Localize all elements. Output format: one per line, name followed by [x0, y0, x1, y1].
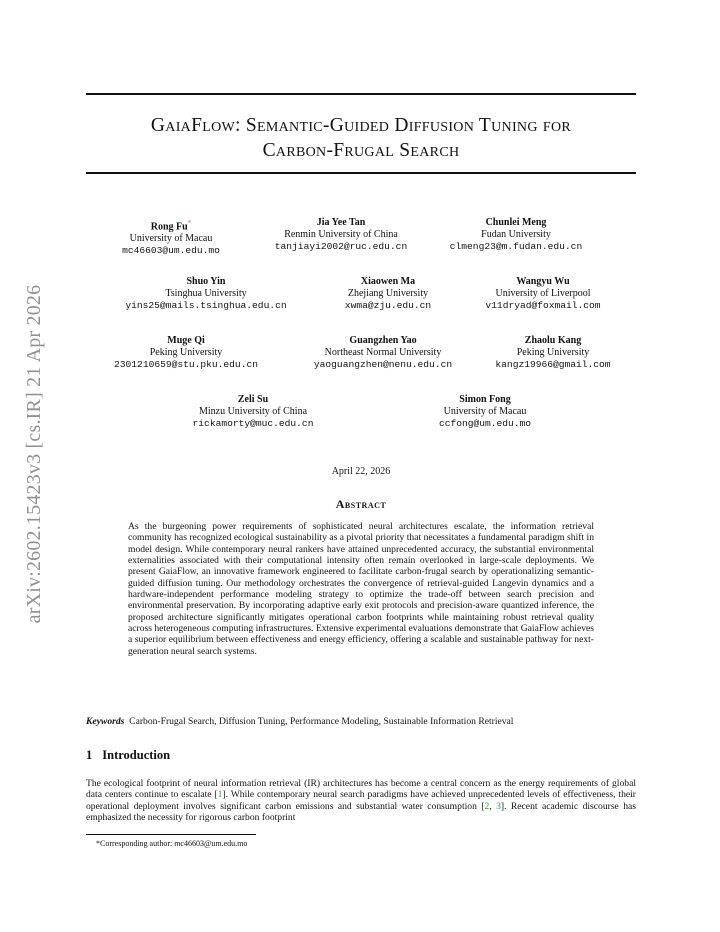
author-name: Simon Fong	[459, 394, 511, 405]
author-name: Rong Fu*	[150, 219, 192, 233]
author-email[interactable]: rickamorty@muc.edu.cn	[192, 418, 314, 429]
author-email[interactable]: 2301210659@stu.pku.edu.cn	[114, 359, 258, 370]
author-email[interactable]: clmeng23@m.fudan.edu.cn	[449, 241, 583, 252]
arxiv-sidebar	[22, 264, 46, 644]
citation-link[interactable]: 3	[496, 800, 501, 812]
author-block	[466, 335, 640, 371]
title-line-2: Carbon-Frugal Search	[262, 140, 460, 161]
author-name: Jia Yee Tan	[316, 217, 366, 228]
corresponding-mark: *	[187, 219, 192, 227]
section-heading	[86, 748, 170, 763]
section-title: Introduction	[102, 748, 171, 762]
author-name: Zhaolu Kang	[524, 335, 582, 346]
author-affiliation: Renmin University of China	[284, 229, 398, 240]
author-block	[456, 276, 630, 312]
author-affiliation: Tsinghua University	[165, 288, 247, 299]
keywords-label: Keywords	[86, 716, 125, 727]
author-name: Xiaowen Ma	[360, 276, 416, 287]
author-block	[246, 217, 436, 253]
author-block	[400, 394, 570, 430]
section-number: 1	[86, 748, 93, 762]
author-email[interactable]: v11dryad@foxmail.com	[485, 300, 601, 311]
author-name: Zeli Su	[237, 394, 269, 405]
author-block	[416, 217, 616, 253]
author-email[interactable]: kangz19966@gmail.com	[495, 359, 611, 370]
author-affiliation: Peking University	[149, 347, 223, 358]
author-block	[313, 276, 463, 312]
author-block	[163, 394, 343, 430]
author-email[interactable]: xwma@zju.edu.cn	[344, 300, 432, 311]
footnote: *Corresponding author: mc46603@um.edu.mo	[96, 839, 248, 848]
citation-link[interactable]: 1	[217, 789, 223, 801]
author-email[interactable]: yaoguangzhen@nenu.edu.cn	[313, 359, 453, 370]
author-email[interactable]: mc46603@um.edu.mo	[122, 245, 220, 257]
author-affiliation: Northeast Normal University	[324, 347, 442, 358]
author-affiliation: University of Macau	[443, 406, 527, 417]
title-bottom-rule	[86, 172, 636, 174]
author-affiliation: Zhejiang University	[347, 288, 429, 299]
keywords-line	[86, 716, 646, 727]
author-name: Muge Qi	[167, 335, 205, 346]
author-email[interactable]: ccfong@um.edu.mo	[438, 418, 532, 429]
author-block	[283, 335, 483, 371]
citation-link[interactable]: 2	[484, 800, 490, 812]
intro-paragraph: The ecological footprint of neural information retrieval (IR) architectures has become a central concern as the energy requirements of global data centers continue to escalate [1]. While contemporary neural search paradigms have achieved unprecedented levels of effectiveness, their operational deployment involves significant carbon emissions and substantial water consumption [2, 3]. Recent academic discourse has emphasized the necessity for rigorous carbon footprint	[86, 778, 637, 824]
paper-title	[86, 113, 636, 163]
author-name: Wangyu Wu	[516, 276, 570, 287]
author-affiliation: Fudan University	[481, 229, 551, 240]
author-affiliation: University of Macau	[129, 233, 213, 245]
author-name: Guangzhen Yao	[349, 335, 417, 346]
title-line-1: GaiaFlow: Semantic-Guided Diffusion Tuning for	[150, 115, 572, 136]
abstract-heading: Abstract	[335, 497, 387, 511]
author-name: Chunlei Meng	[485, 217, 547, 228]
publication-date: April 22, 2026	[331, 466, 391, 477]
author-affiliation: Minzu University of China	[198, 406, 308, 417]
author-affiliation: Peking University	[516, 347, 590, 358]
abstract-text: As the burgeoning power requirements of sophisticated neural architectures escalate, the information retrieval community has recognized ecological sustainability as a pivotal priority that necessitates a fundamental paradigm shift in model design. While contemporary neural rankers have attained unprecedented accuracy, the substantial environmental externalities associated with their computational intensity often remain overlooked in large-scale deployments. We present GaiaFlow, an innovative framework engineered to facilitate carbon-frugal search by operationalizing semantic-guided diffusion tuning. Our methodology orchestrates the convergence of retrieval-guided Langevin dynamics and a hardware-independent performance modeling strategy to optimize the trade-off between search precision and environmental preservation. By incorporating adaptive early exit protocols and precision-aware quantized inference, the proposed architecture significantly mitigates operational carbon footprints while maintaining robust retrieval quality across heterogeneous computing infrastructures. Extensive experimental evaluations demonstrate that GaiaFlow achieves a superior equilibrium between effectiveness and energy efficiency, offering a scalable and sustainable pathway for next-generation neural search systems.	[128, 521, 594, 657]
author-block	[86, 335, 286, 371]
author-name: Shuo Yin	[186, 276, 226, 287]
author-email[interactable]: tanjiayi2002@ruc.edu.cn	[274, 241, 408, 252]
title-top-rule	[86, 93, 636, 95]
author-email[interactable]: yins25@mails.tsinghua.edu.cn	[125, 300, 287, 311]
keywords-text: Carbon-Frugal Search, Diffusion Tuning, Performance Modeling, Sustainable Information Retrieval	[129, 716, 514, 727]
footnote-rule	[86, 834, 256, 835]
author-block	[86, 217, 256, 257]
author-affiliation: University of Liverpool	[495, 288, 591, 299]
author-block	[96, 276, 316, 312]
arxiv-identifier: arXiv:2602.15423v3 [cs.IR] 21 Apr 2026	[23, 284, 45, 624]
